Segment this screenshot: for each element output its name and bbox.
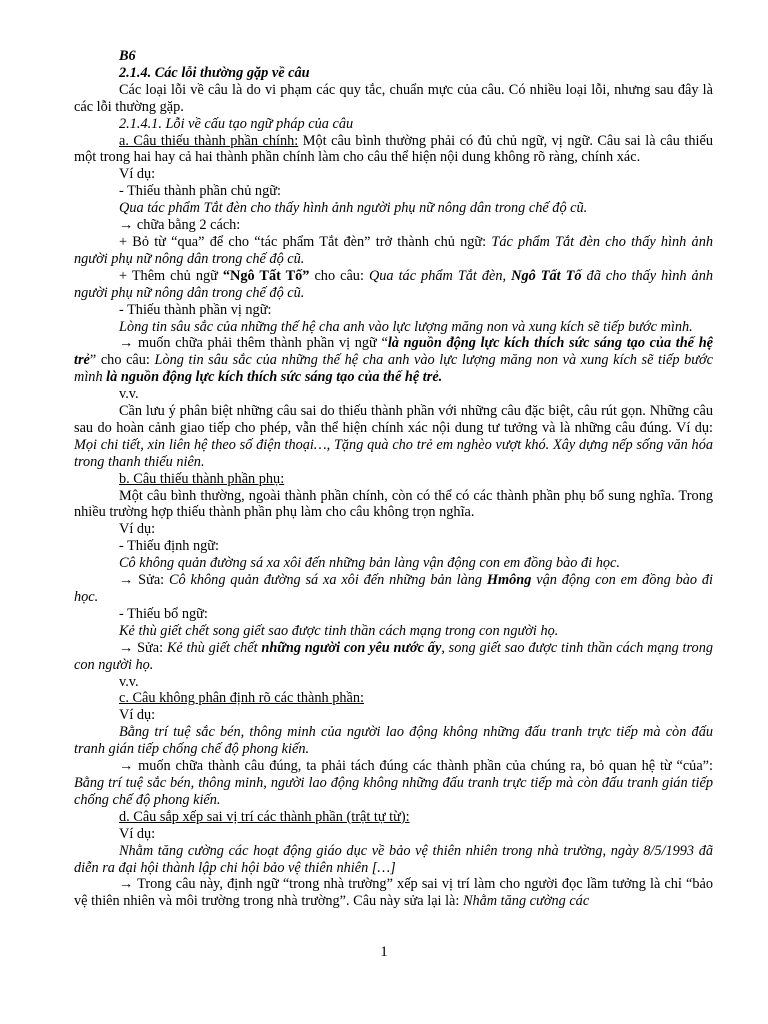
section-title: 2.1.4. Các lỗi thường gặp về câu [119,64,310,81]
page-number: 1 [380,944,388,960]
fix-option-1: + Bỏ từ “qua” để cho “tác phẩm Tắt đèn” trở thành chủ ngữ: Tác phẩm Tắt đèn cho thấy hình ảnh người phụ nữ nông dân trong chế độ cũ. [74,233,714,267]
example-sentence: Nhằm tăng cường các hoạt động giáo dục về bảo vệ thiên nhiên trong nhà trường, ngày 8/5/1993 đã diễn ra đại hội thành lập chi hội bảo vệ thiên nhiên […] [74,842,713,876]
fix-line: → Trong câu này, định ngữ “trong nhà trường” xếp sai vị trí làm cho người đọc lầm tưởng là chỉ “bảo vệ thiên nhiên và môi trường trong nhà trường”. Câu này sửa lại là: Nhằm tăng cường các [74,876,713,910]
fix-line: → muốn chữa phải thêm thành phần vị ngữ “là nguồn động lực kích thích sức sáng tạo của thế hệ trẻ” cho câu: Lòng tin sâu sắc của những thế hệ cha anh vào lực lượng măng non và xung kích sẽ tiếp bước mình là nguồn động lực kích thích sức sáng tạo của thế hệ trẻ. [74,335,714,386]
etc-marker: v.v. [119,386,139,403]
example-label: Ví dụ: [119,166,156,183]
example-label: Ví dụ: [119,521,156,538]
example-sentence: Qua tác phẩm Tắt đèn cho thấy hình ảnh người phụ nữ nông dân trong chế độ cũ. [119,200,588,217]
arrow-icon: → [119,876,134,893]
document-page [74,48,713,910]
section-b-paragraph: Một câu bình thường, ngoài thành phần chính, còn có thể có các thành phần phụ bổ sung nghĩa. Trong nhiều trường hợp thiếu thành phần phụ làm cho câu không trọn nghĩa. [74,487,713,521]
example-sentence: Kẻ thù giết chết song giết sao được tinh thần cách mạng trong con người họ. [119,622,559,639]
section-a-paragraph: a. Câu thiếu thành phần chính: Một câu bình thường phải có đủ chủ ngữ, vị ngữ. Câu sai là câu thiếu một trong hai hay cả hai thành phần chính làm cho câu thể hiện nội dung không rõ ràng, chính xác. [74,132,713,166]
missing-predicate-label: - Thiếu thành phần vị ngữ: [119,301,272,318]
fix-line: → chữa bằng 2 cách: [119,217,241,234]
fix-line: → muốn chữa thành câu đúng, ta phải tách đúng các thành phần của chúng ra, bỏ quan hệ từ “của”: Bằng trí tuệ sắc bén, thông minh, người lao động không những đấu tranh trực tiếp mà còn đấu tranh gián tiếp chống chế độ phong kiến. [74,758,713,808]
section-a-heading: a. Câu thiếu thành phần chính: [119,132,299,149]
arrow-icon: → [119,572,134,589]
missing-attribute-label: - Thiếu định ngữ: [119,538,220,555]
example-sentence: Bằng trí tuệ sắc bén, thông minh của người lao động không những đấu tranh trực tiếp mà còn đấu tranh gián tiếp chống chế độ phong kiến. [74,724,713,758]
fix-line: → Sửa: Kẻ thù giết chết những người con yêu nước ấy, song giết sao được tinh thần cách mạng trong con người họ. [74,639,714,673]
arrow-icon: → [119,217,134,234]
arrow-icon: → [119,639,134,656]
doc-code: B6 [119,48,136,64]
section-c-heading: c. Câu không phân định rõ các thành phần: [119,690,364,707]
example-label: Ví dụ: [119,707,156,724]
example-sentence: Cô không quản đường sá xa xôi đến những bản làng vận động con em đồng bào đi học. [119,555,620,572]
missing-subject-label: - Thiếu thành phần chủ ngữ: [119,183,281,200]
missing-complement-label: - Thiếu bổ ngữ: [119,605,208,622]
section-b-heading: b. Câu thiếu thành phần phụ: [119,470,285,487]
example-sentence: Lòng tin sâu sắc của những thế hệ cha anh vào lực lượng măng non và xung kích sẽ tiếp bước mình. [119,318,693,335]
fix-line: → Sửa: Cô không quản đường sá xa xôi đến những bản làng Hmông vận động con em đồng bào đi học. [74,572,713,605]
note-paragraph: Cần lưu ý phân biệt những câu sai do thiếu thành phần với những câu đặc biệt, câu rút gọn. Những câu sau do hoàn cảnh giao tiếp cho phép, vẫn thể hiện chính xác nội dung tư tưởng và là những câu đúng. Ví dụ: Mọi chi tiết, xin liên hệ theo số điện thoại…, Tặng quà cho trẻ em nghèo vượt khó. Xây dựng nếp sống văn hóa trong thanh thiếu niên. [74,403,713,470]
subsection-title: 2.1.4.1. Lỗi về cấu tạo ngữ pháp của câu [119,115,354,132]
arrow-icon: → [119,335,134,352]
arrow-icon: → [119,758,134,775]
fix-option-2: + Thêm chủ ngữ “Ngô Tất Tố” cho câu: Qua tác phẩm Tắt đèn, Ngô Tất Tố đã cho thấy hình ảnh người phụ nữ nông dân trong chế độ cũ. [74,267,713,301]
intro-paragraph: Các loại lỗi về câu là do vi phạm các quy tắc, chuẩn mực của câu. Có nhiều loại lỗi, nhưng sau đây là các lỗi thường gặp. [74,81,713,115]
example-label: Ví dụ: [119,825,156,842]
etc-marker: v.v. [119,673,139,690]
section-d-heading: d. Câu sắp xếp sai vị trí các thành phần (trật tự từ): [119,808,410,825]
